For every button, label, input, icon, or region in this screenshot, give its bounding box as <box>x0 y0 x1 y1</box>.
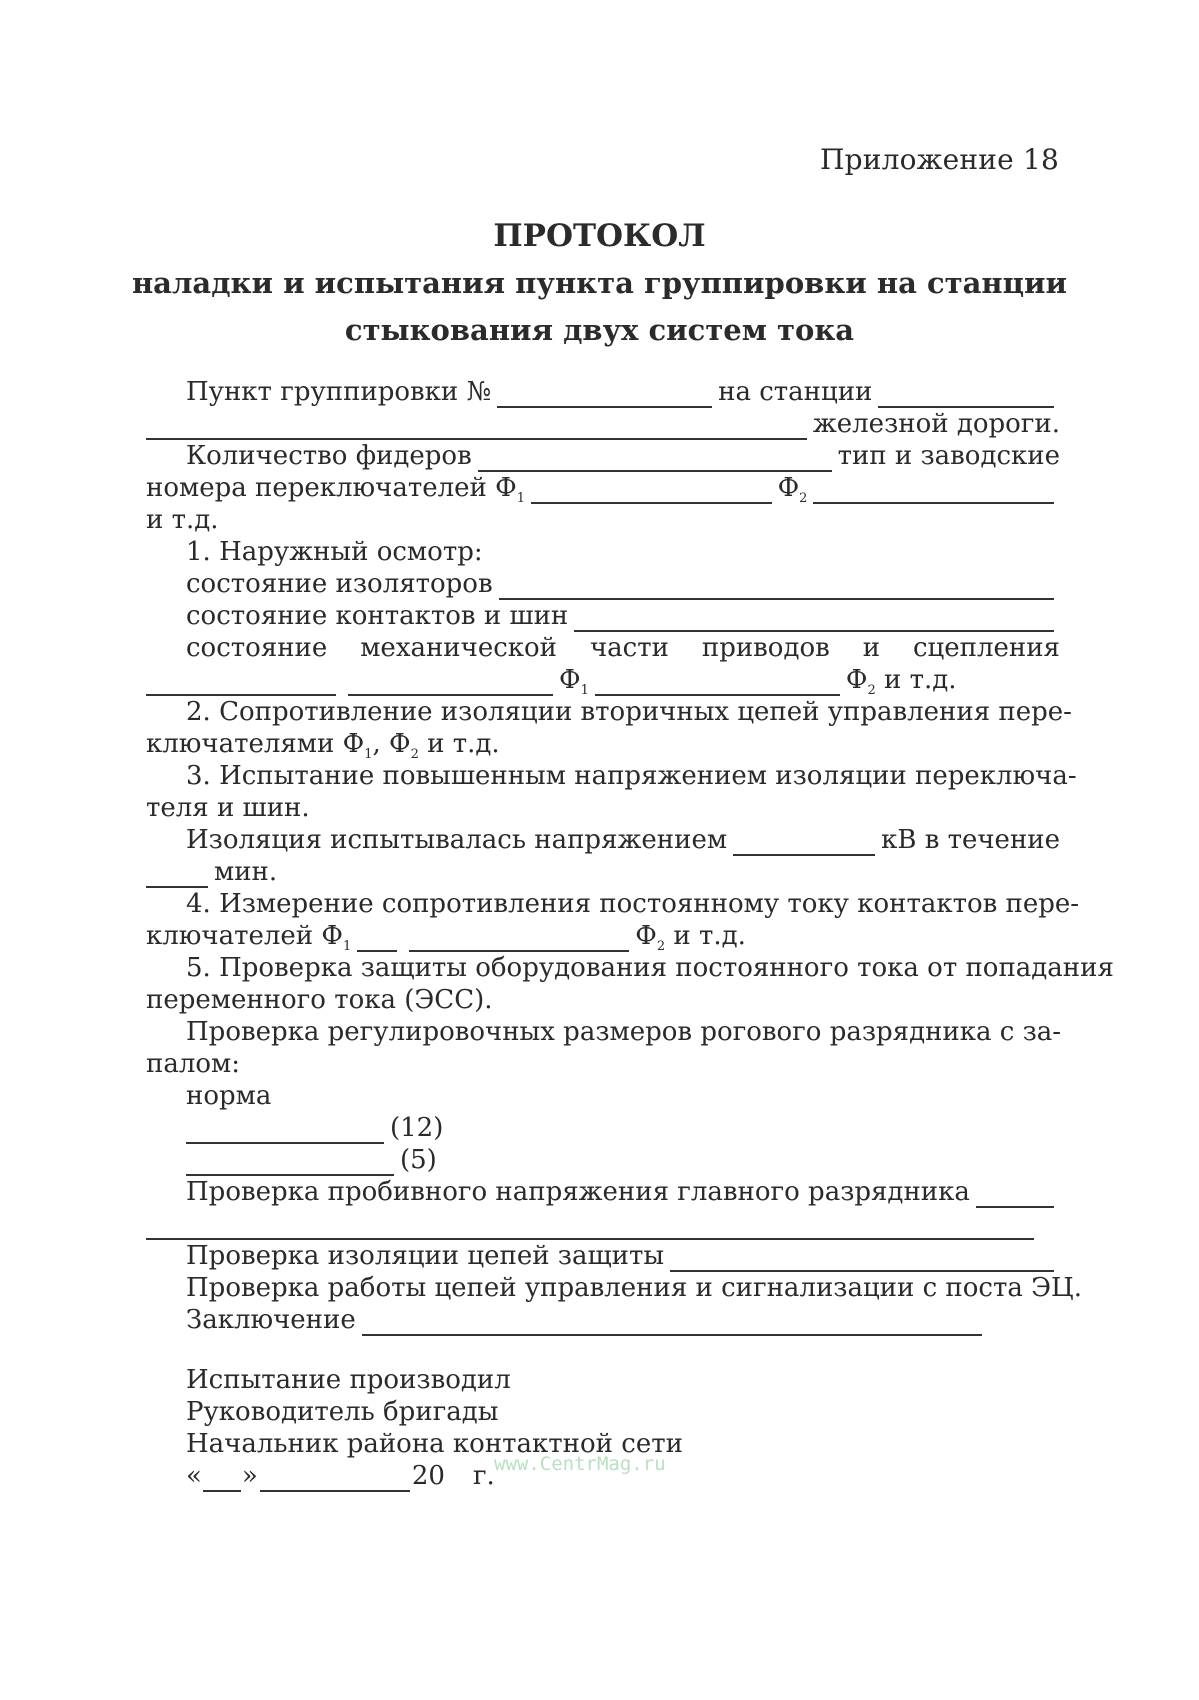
form-line <box>146 1016 1060 1048</box>
group-point-label: Пункт группировки № <box>186 377 492 407</box>
section-4-f1-label: ключателей $Ф_1$ <box>146 921 352 955</box>
form-line <box>146 632 1060 664</box>
tested-by-label: Испытание производил <box>186 1365 511 1395</box>
insulators-label: состояние изоляторов <box>186 569 493 599</box>
contact-f1-field-1[interactable] <box>357 928 397 952</box>
section-4-heading: 4. Измерение сопротивления постоянному току контактов пере- <box>186 889 1080 919</box>
signature-line <box>146 1396 1060 1428</box>
mechanical-field-2[interactable] <box>348 672 553 696</box>
document-subtitle-line1: наладки и испытания пункта группировки на станции <box>131 266 1068 300</box>
mechanical-field-1[interactable] <box>146 672 336 696</box>
protection-insulation-field[interactable] <box>670 1248 1054 1272</box>
mechanical-word: механической <box>360 633 558 663</box>
date-day-field[interactable] <box>203 1468 241 1492</box>
test-voltage-label: Изоляция испытывалась напряжением <box>186 825 728 855</box>
form-line <box>146 600 1060 632</box>
section-5-heading: 5. Проверка защиты оборудования постоянного тока от попадания <box>186 953 1114 983</box>
date-g-label: г. <box>472 1461 495 1491</box>
mechanical-word: части <box>589 633 669 663</box>
form-line <box>146 1144 1060 1176</box>
form-line <box>146 728 1060 763</box>
station-label: на станции <box>718 377 873 407</box>
form-line <box>146 984 1060 1016</box>
feeders-count-field[interactable] <box>478 448 832 472</box>
etc-label: и т.д. <box>146 505 219 535</box>
mechanical-word: сцепления <box>912 633 1060 663</box>
document-subtitle-line2: стыкования двух систем тока <box>344 313 855 347</box>
document-title: ПРОТОКОЛ <box>493 218 706 254</box>
protection-insulation-label: Проверка изоляции цепей защиты <box>186 1241 665 1271</box>
contact-f1-field-2[interactable] <box>409 928 629 952</box>
switch-f2-label: $Ф_2$ <box>777 473 808 507</box>
norm-12-label: (12) <box>390 1113 444 1143</box>
insulators-field[interactable] <box>499 576 1054 600</box>
form-line <box>146 1240 1060 1272</box>
group-point-number-field[interactable] <box>497 384 712 408</box>
form-line <box>146 1112 1060 1144</box>
minutes-label: мин. <box>214 857 278 887</box>
railway-label: железной дороги. <box>812 409 1060 439</box>
mechanical-f1-field[interactable] <box>595 672 840 696</box>
form-line <box>146 952 1114 984</box>
norm-label: норма <box>186 1081 272 1111</box>
norm-5-field[interactable] <box>186 1152 394 1176</box>
mechanical-f1-label: $Ф_1$ <box>559 665 589 699</box>
watermark: www.CentrMag.ru <box>494 1453 666 1475</box>
switch-f2-field[interactable] <box>813 480 1054 504</box>
section-5-cont: переменного тока (ЭСС). <box>146 985 493 1015</box>
norm-12-field[interactable] <box>186 1120 384 1144</box>
breakdown-voltage-label: Проверка пробивного напряжения главного разрядника <box>186 1177 970 1207</box>
form-line <box>146 824 1060 856</box>
test-voltage-field[interactable] <box>733 832 875 856</box>
section-heading <box>146 536 1060 568</box>
form-line <box>146 440 1060 472</box>
station-field[interactable] <box>878 384 1054 408</box>
conclusion-field[interactable] <box>362 1312 982 1336</box>
mechanical-word: приводов <box>701 633 830 663</box>
contacts-field[interactable] <box>574 608 1054 632</box>
form-line <box>146 664 1060 699</box>
form-line <box>146 792 1060 824</box>
date-year-label: 20 <box>411 1461 445 1491</box>
mechanical-word: и <box>862 633 881 663</box>
switch-f1-field[interactable] <box>531 480 772 504</box>
appendix-label: Приложение 18 <box>819 143 1059 176</box>
type-label: тип и заводские <box>837 441 1060 471</box>
team-leader-label: Руководитель бригады <box>186 1397 499 1427</box>
form-line <box>146 1048 1060 1080</box>
form-line <box>146 1272 1082 1304</box>
form-line <box>146 696 1072 728</box>
form-line <box>146 376 1060 408</box>
form-line <box>146 1080 1060 1112</box>
date-month-field[interactable] <box>260 1468 410 1492</box>
section-2-cont: ключателями $Ф_1$, $Ф_2$ и т.д. <box>146 729 500 763</box>
duration-field[interactable] <box>146 864 208 888</box>
form-line <box>146 1304 1060 1336</box>
external-inspection-heading: 1. Наружный осмотр: <box>186 537 483 567</box>
section-2-heading: 2. Сопротивление изоляции вторичных цепей управления пере- <box>186 697 1072 727</box>
form-line <box>146 472 1060 507</box>
signature-line <box>146 1364 1060 1396</box>
form-line <box>146 856 1060 888</box>
form-line <box>146 920 1060 955</box>
form-line <box>146 408 1060 440</box>
contacts-label: состояние контактов и шин <box>186 601 569 631</box>
kv-label: кВ в течение <box>881 825 1060 855</box>
mechanical-f2-label: $Ф_2$ и т.д. <box>845 665 957 699</box>
form-line <box>146 1208 1060 1240</box>
section-4-f2-label: $Ф_2$ и т.д. <box>635 921 746 955</box>
section-3-cont: теля и шин. <box>146 793 310 823</box>
form-line <box>146 888 1080 920</box>
norm-5-label: (5) <box>400 1145 437 1175</box>
form-line <box>146 504 1060 536</box>
railway-field[interactable] <box>146 416 807 440</box>
date-quote-close: » <box>241 1461 258 1491</box>
horn-gap-check: Проверка регулировочных размеров рогового разрядника с за- <box>186 1017 1062 1047</box>
form-body <box>146 376 1114 1492</box>
breakdown-voltage-field-2[interactable] <box>146 1216 1034 1240</box>
date-quote-open: « <box>186 1461 202 1491</box>
feeders-count-label: Количество фидеров <box>186 441 472 471</box>
form-line <box>146 1176 1060 1208</box>
form-line <box>146 760 1077 792</box>
switch-numbers-label: номера переключателей $Ф_1$ <box>146 473 525 507</box>
mechanical-word: состояние <box>186 633 328 663</box>
form-line <box>146 568 1060 600</box>
district-chief-label: Начальник района контактной сети <box>186 1429 683 1459</box>
breakdown-voltage-field[interactable] <box>976 1184 1054 1208</box>
section-3-heading: 3. Испытание повышенным напряжением изоляции переключа- <box>186 761 1077 791</box>
conclusion-label: Заключение <box>186 1305 356 1335</box>
control-circuits-label: Проверка работы цепей управления и сигнализации с поста ЭЦ. <box>186 1273 1082 1303</box>
horn-gap-check-cont: палом: <box>146 1049 240 1079</box>
